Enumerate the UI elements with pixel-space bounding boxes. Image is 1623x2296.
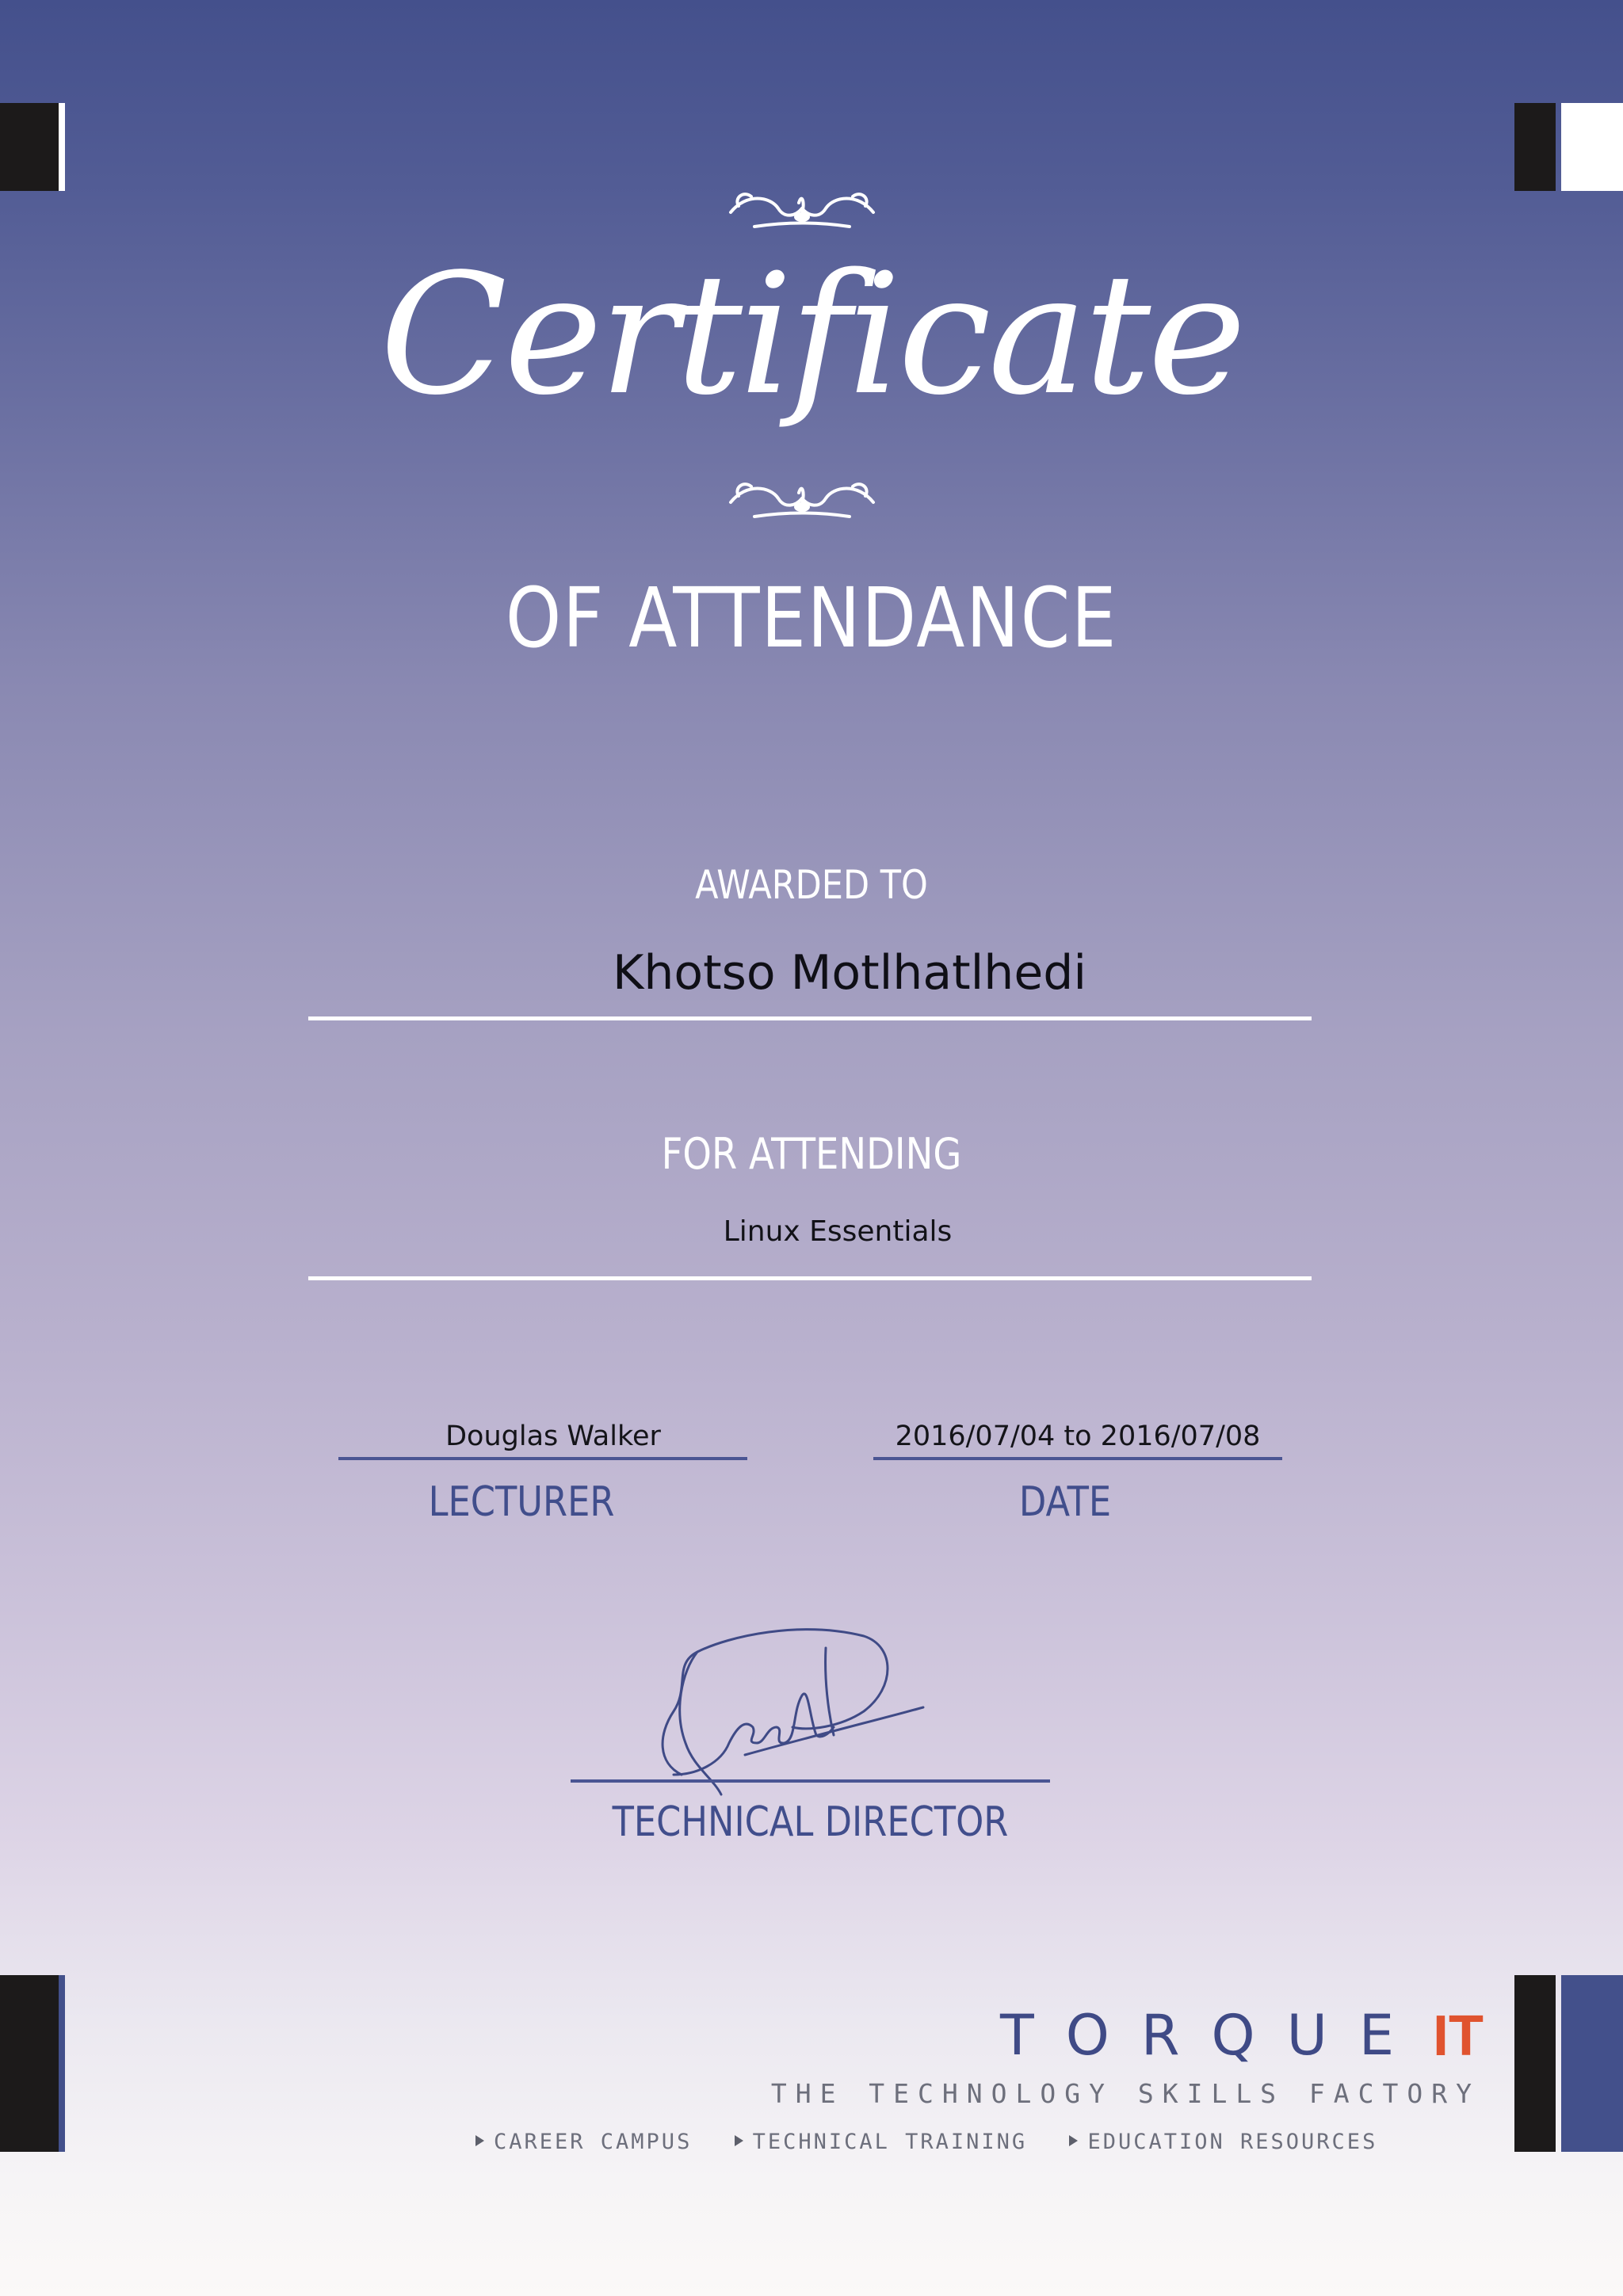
date-underline [873,1457,1282,1460]
brand-tagline: THE TECHNOLOGY SKILLS FACTORY [770,2078,1480,2109]
service-career-campus: CAREER CAMPUS [475,2130,692,2154]
signature-mark [626,1616,943,1798]
date-value: 2016/07/04 to 2016/07/08 [895,1421,1261,1452]
service-education-resources: EDUCATION RESOURCES [1069,2130,1377,2154]
lecturer-name: Douglas Walker [445,1421,661,1452]
lecturer-underline [338,1457,747,1460]
flourish-top-icon [723,181,881,236]
corner-bar-bottom-right [1514,1975,1556,2152]
course-underline [308,1276,1312,1280]
technical-director-label: TECHNICAL DIRECTOR [612,1798,1009,1846]
recipient-underline [308,1016,1312,1020]
corner-bar-top-left [0,103,59,191]
certificate-subtitle: OF ATTENDANCE [505,570,1118,666]
brand-services [475,2130,1404,2154]
corner-bar-top-right [1514,103,1556,191]
corner-block-bottom-right [1561,1975,1623,2152]
course-name: Linux Essentials [723,1215,953,1248]
lecturer-label: LECTURER [428,1478,615,1526]
awarded-to-label: AWARDED TO [695,862,928,908]
corner-block-top-right [1561,103,1623,191]
corner-bar-bottom-left [0,1975,59,2152]
certificate-title: Certificate [380,238,1243,432]
logo-text-main: TORQUE [1000,2003,1426,2068]
corner-stripe-bottom-left [59,1975,65,2152]
service-bullet-icon [735,2135,743,2146]
service-technical-training: TECHNICAL TRAINING [735,2130,1028,2154]
service-bullet-icon [1069,2135,1078,2146]
torque-it-logo [1000,2003,1484,2068]
corner-stripe-top-left [59,103,65,191]
service-bullet-icon [475,2135,484,2146]
logo-text-accent: IT [1433,2004,1484,2068]
date-label: DATE [1018,1478,1112,1526]
recipient-name: Khotso Motlhatlhedi [612,945,1086,1001]
director-underline [571,1779,1050,1783]
flourish-bottom-icon [723,471,881,526]
for-attending-label: FOR ATTENDING [661,1129,962,1179]
